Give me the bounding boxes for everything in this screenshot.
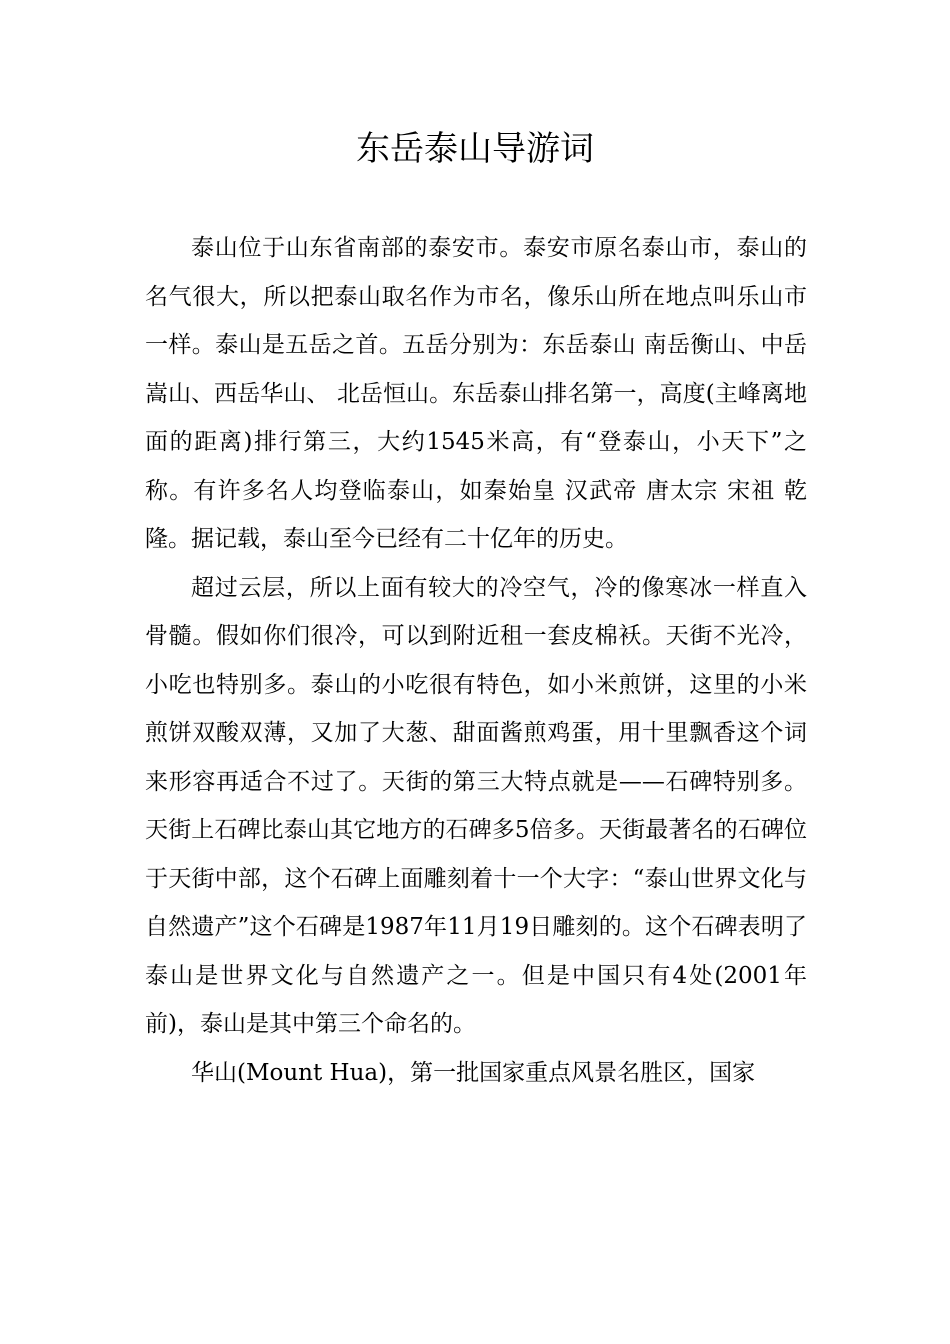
document-title: 东岳泰山导游词 [356,129,594,169]
paragraph-2: 超过云层，所以上面有较大的冷空气，冷的像寒冰一样直入骨髓。假如你们很冷，可以到附近租一套皮棉袄。天街不光冷，小吃也特别多。泰山的小吃很有特色，如小米煎饼，这里的小米煎饼双酸双薄，又加了大葱、甜面酱煎鸡蛋，用十里飘香这个词来形容再适合不过了。天街的第三大特点就是——石碑特别多。天街上石碑比泰山其它地方的石碑多5倍多。天街最著名的石碑位于天街中部，这个石碑上面雕刻着十一个大字：“泰山世界文化与自然遗产”这个石碑是1987年11月19日雕刻的。这个石碑表明了泰山是世界文化与自然遗产之一。但是中国只有4处(2001年前)，泰山是其中第三个命名的。 [145,574,807,1037]
paragraph-3: 华山(Mount Hua)，第一批国家重点风景名胜区，国家 [191,1059,756,1086]
paragraph-1: 泰山位于山东省南部的泰安市。泰安市原名泰山市，泰山的名气很大，所以把泰山取名作为市名，像乐山所在地点叫乐山市一样。泰山是五岳之首。五岳分别为：东岳泰山 南岳衡山、中岳嵩山、西岳华山、 北岳恒山。东岳泰山排名第一，高度(主峰离地面的距离)排行第三，大约1545米高，有“登泰山，小天下”之称。有许多名人均登临泰山，如秦始皇 汉武帝 唐太宗 宋祖 乾隆。据记载，泰山至今已经有二十亿年的历史。 [145,235,807,552]
document-body [145,224,807,1097]
